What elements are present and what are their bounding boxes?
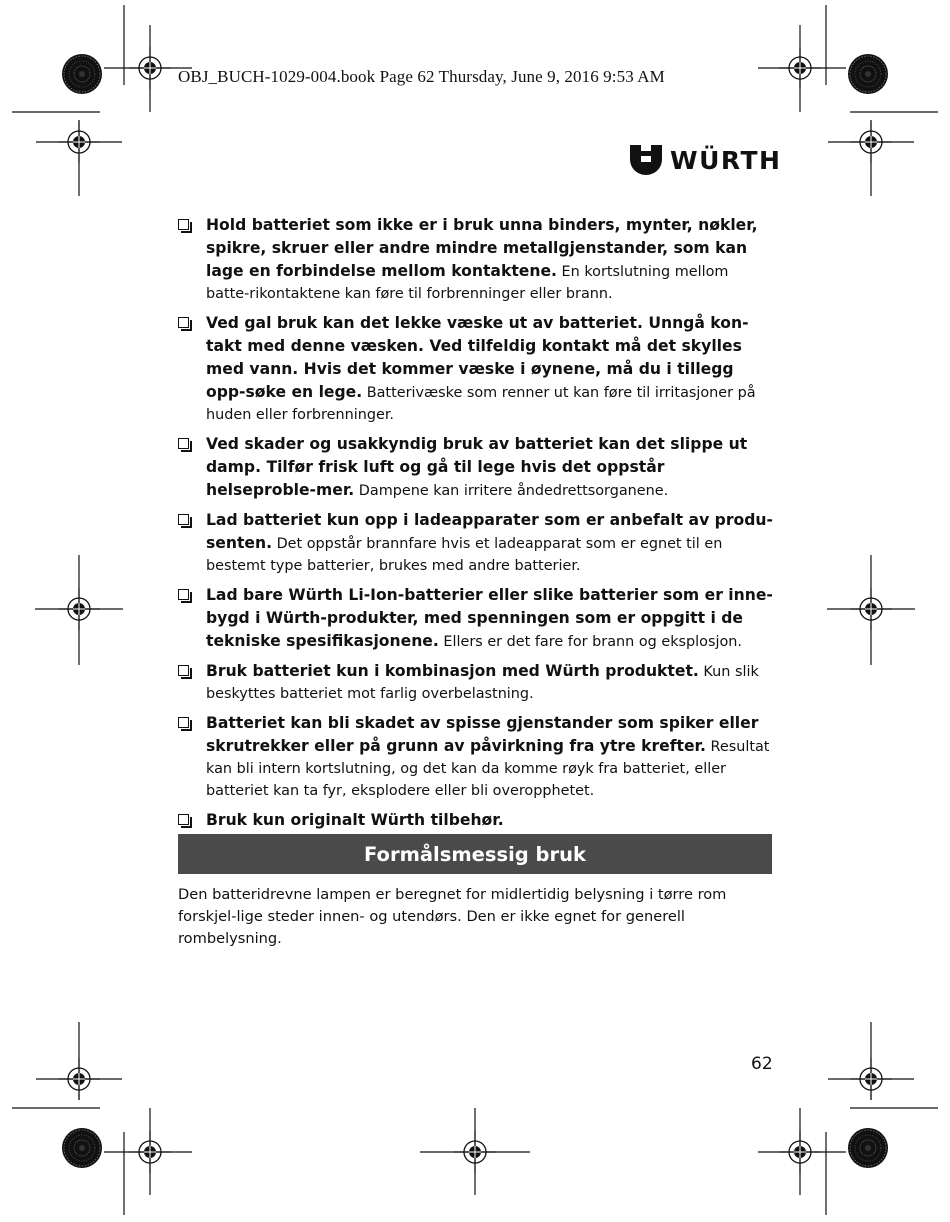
bold-text: Ved skader og usakkyndig bruk av batteriet kan det slippe ut damp. Tilfør frisk luft og gå til lege hvis det oppstår helseproble-mer. <box>206 435 748 499</box>
wurth-logo-text: WÜRTH <box>670 145 782 175</box>
bold-text: Ved gal bruk kan det lekke væske ut av batteriet. Unngå kon-takt med denne væsken. Ved tilfeldig kontakt må det skylles med vann. Hvis det kommer væske i øynene, må du i tillegg opp-søke en lege. <box>206 314 749 401</box>
list-item-text <box>206 509 773 577</box>
list-item-text <box>206 660 773 705</box>
list-item <box>178 712 773 802</box>
normal-text: Dampene kan irritere åndedrettsorganene. <box>358 483 669 499</box>
page-number: 62 <box>751 1054 773 1074</box>
list-item-text <box>206 809 773 832</box>
bold-text: Batteriet kan bli skadet av spisse gjenstander som spiker eller skrutrekker eller på grunn av påvirkning fra ytre krefter. <box>206 714 759 755</box>
normal-text: Det oppstår brannfare hvis et ladeapparat som er egnet til en bestemt type batterier, brukes med andre batterier. <box>206 536 723 574</box>
checkbox-bullet-icon <box>178 589 190 601</box>
bold-text: Hold batteriet som ikke er i bruk unna binders, mynter, nøkler, spikre, skruer eller andre mindre metallgjenstander, som kan lage en forbindelse mellom kontaktene. <box>206 216 758 280</box>
list-item-text <box>206 712 773 802</box>
checkbox-bullet-icon <box>178 665 190 677</box>
bold-text: Bruk kun originalt Würth tilbehør. <box>206 811 504 829</box>
list-item <box>178 509 773 577</box>
checkbox-bullet-icon <box>178 317 190 329</box>
list-item <box>178 433 773 502</box>
wurth-logo <box>630 145 781 175</box>
list-item-text <box>206 433 773 502</box>
list-item-text <box>206 584 773 653</box>
print-header: OBJ_BUCH-1029-004.book Page 62 Thursday, June 9, 2016 9:53 AM <box>178 67 665 86</box>
list-item <box>178 584 773 653</box>
checkbox-bullet-icon <box>178 814 190 826</box>
safety-bullet-list <box>178 214 773 839</box>
list-item-text <box>206 312 773 426</box>
checkbox-bullet-icon <box>178 438 190 450</box>
list-item <box>178 214 773 305</box>
bold-text: Bruk batteriet kun i kombinasjon med Würth produktet. <box>206 662 699 680</box>
normal-text: Resultat kan bli intern kortslutning, og det kan da komme røyk fra batteriet, eller batteriet kan ta fyr, eksplodere eller bli overopphetet. <box>206 739 770 799</box>
wurth-logo-icon <box>630 145 662 175</box>
normal-text: Kun slik beskyttes batteriet mot farlig overbelastning. <box>206 664 759 702</box>
bold-text: Lad batteriet kun opp i ladeapparater som er anbefalt av produ-senten. <box>206 511 773 552</box>
bold-text: Lad bare Würth Li-Ion-batterier eller slike batterier som er inne-bygd i Würth-produkter, med spenningen som er oppgitt i de tekniske spesifikasjonene. <box>206 586 773 650</box>
intended-use-paragraph: Den batteridrevne lampen er beregnet for midlertidig belysning i tørre rom forskjel-lige steder innen- og utendørs. Den er ikke egnet for generell rombelysning. <box>178 886 727 947</box>
section-heading: Formålsmessig bruk <box>178 834 772 874</box>
list-item <box>178 809 773 832</box>
list-item <box>178 660 773 705</box>
list-item-text <box>206 214 773 305</box>
normal-text: Ellers er det fare for brann og eksplosjon. <box>443 634 742 650</box>
checkbox-bullet-icon <box>178 717 190 729</box>
checkbox-bullet-icon <box>178 514 190 526</box>
list-item <box>178 312 773 426</box>
normal-text: Batterivæske som renner ut kan føre til irritasjoner på huden eller forbrenninger. <box>206 385 756 423</box>
checkbox-bullet-icon <box>178 219 190 231</box>
normal-text: En kortslutning mellom batte-rikontaktene kan føre til forbrenninger eller brann. <box>206 264 729 302</box>
